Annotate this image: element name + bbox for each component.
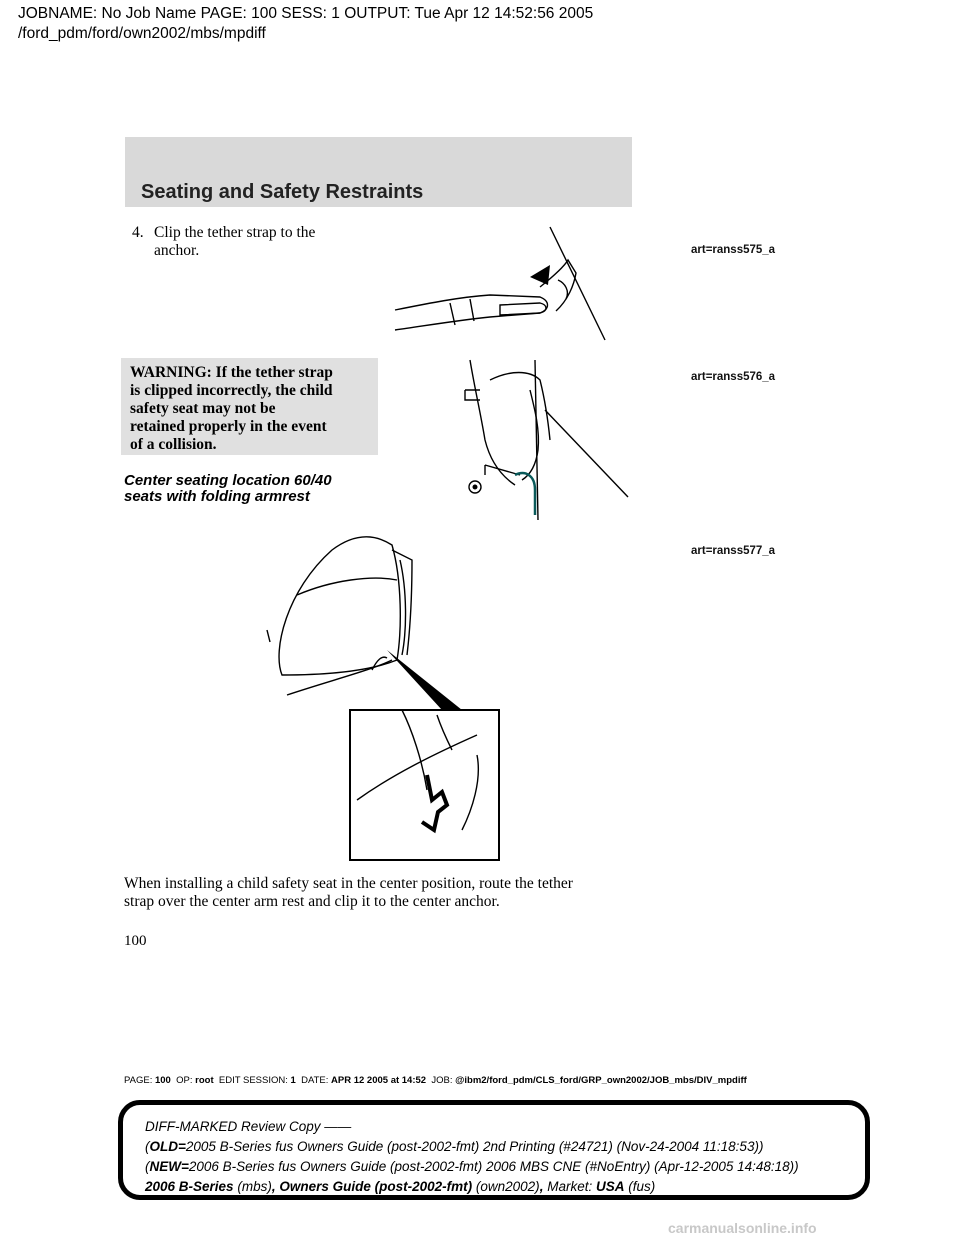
tether-clip-illustration <box>390 225 620 345</box>
center-seat-illustration <box>262 530 502 865</box>
footer-page-label: PAGE: <box>124 1075 153 1086</box>
footer-op-value: root <box>195 1075 214 1086</box>
diff-old-line: (OLD=2005 B-Series fus Owners Guide (post-2002-fmt) 2nd Printing (#24721) (Nov-24-2004 11:18:53)) <box>145 1139 764 1154</box>
warning-box <box>121 358 378 455</box>
step-4-instruction <box>132 224 362 260</box>
section-banner <box>125 137 632 207</box>
warning-line: of a collision. <box>130 436 217 453</box>
warning-line: WARNING: If the tether strap <box>130 364 333 381</box>
footer-date-value: APR 12 2005 at 14:52 <box>331 1075 427 1086</box>
warning-line: retained properly in the event <box>130 418 327 435</box>
step-text-line1: Clip the tether strap to the <box>154 224 316 241</box>
body-paragraph <box>124 875 644 911</box>
watermark: carmanualsonline.info <box>668 1220 817 1236</box>
subheading-line1: Center seating location 60/40 <box>124 472 332 489</box>
job-header-path: /ford_pdm/ford/own2002/mbs/mpdiff <box>18 25 266 42</box>
subheading-line2: seats with folding armrest <box>124 488 310 505</box>
job-header-line1: JOBNAME: No Job Name PAGE: 100 SESS: 1 OUTPUT: Tue Apr 12 14:52:56 2005 <box>18 5 594 22</box>
step-text-line2: anchor. <box>154 242 200 259</box>
footer-op-label: OP: <box>176 1075 193 1086</box>
warning-line: safety seat may not be <box>130 400 276 417</box>
footer-session-label: EDIT SESSION: <box>218 1075 288 1086</box>
art-ref-3: art=ranss577_a <box>691 545 776 557</box>
diff-title: DIFF-MARKED Review Copy —— <box>145 1119 352 1134</box>
diff-series: 2006 B-Series <box>145 1179 234 1194</box>
art-ref-1: art=ranss575_a <box>691 244 776 256</box>
diff-market-label: Market: <box>547 1179 593 1194</box>
footer-session-value: 1 <box>290 1075 296 1086</box>
diff-new-text: 2006 B-Series fus Owners Guide (post-2002-fmt) 2006 MBS CNE (#NoEntry) (Apr-12-2005 14:48:18)) <box>188 1159 799 1174</box>
footer-page-value: 100 <box>154 1075 171 1086</box>
body-line2: strap over the center arm rest and clip it to the center anchor. <box>124 893 500 910</box>
subheading <box>124 473 384 505</box>
diff-meta-line: 2006 B-Series (mbs), Owners Guide (post-2002-fmt) (own2002), Market: USA (fus) <box>145 1179 656 1194</box>
section-title: Seating and Safety Restraints <box>141 181 424 203</box>
footer-job-info <box>124 1075 747 1086</box>
seat-strap-illustration <box>430 350 630 520</box>
footer-date-label: DATE: <box>301 1075 329 1086</box>
diff-old-text: 2005 B-Series fus Owners Guide (post-2002-fmt) 2nd Printing (#24721) (Nov-24-2004 11:18:53)) <box>185 1139 764 1154</box>
art-ref-2: art=ranss576_a <box>691 371 776 383</box>
footer-job-label: JOB: <box>431 1075 453 1086</box>
warning-line: is clipped incorrectly, the child <box>130 382 333 399</box>
footer-job-value: @ibm2/ford_pdm/CLS_ford/GRP_own2002/JOB_mbs/DIV_mpdiff <box>455 1075 747 1086</box>
diff-market-code: (fus) <box>628 1179 656 1194</box>
diff-review-box <box>118 1100 870 1200</box>
diff-series-code: (mbs) <box>237 1179 272 1194</box>
diff-new-label: NEW= <box>149 1159 189 1174</box>
diff-guide: Owners Guide (post-2002-fmt) <box>279 1179 473 1194</box>
diff-new-line: (NEW=2006 B-Series fus Owners Guide (post-2002-fmt) 2006 MBS CNE (#NoEntry) (Apr-12-2005 14:48:18)) <box>145 1159 799 1174</box>
diff-market: USA <box>595 1179 625 1194</box>
step-number: 4. <box>132 224 144 241</box>
diff-old-label: OLD= <box>149 1139 186 1154</box>
body-line1: When installing a child safety seat in the center position, route the tether <box>124 875 573 892</box>
diff-guide-code: (own2002) <box>475 1179 540 1194</box>
page-number: 100 <box>124 933 147 949</box>
